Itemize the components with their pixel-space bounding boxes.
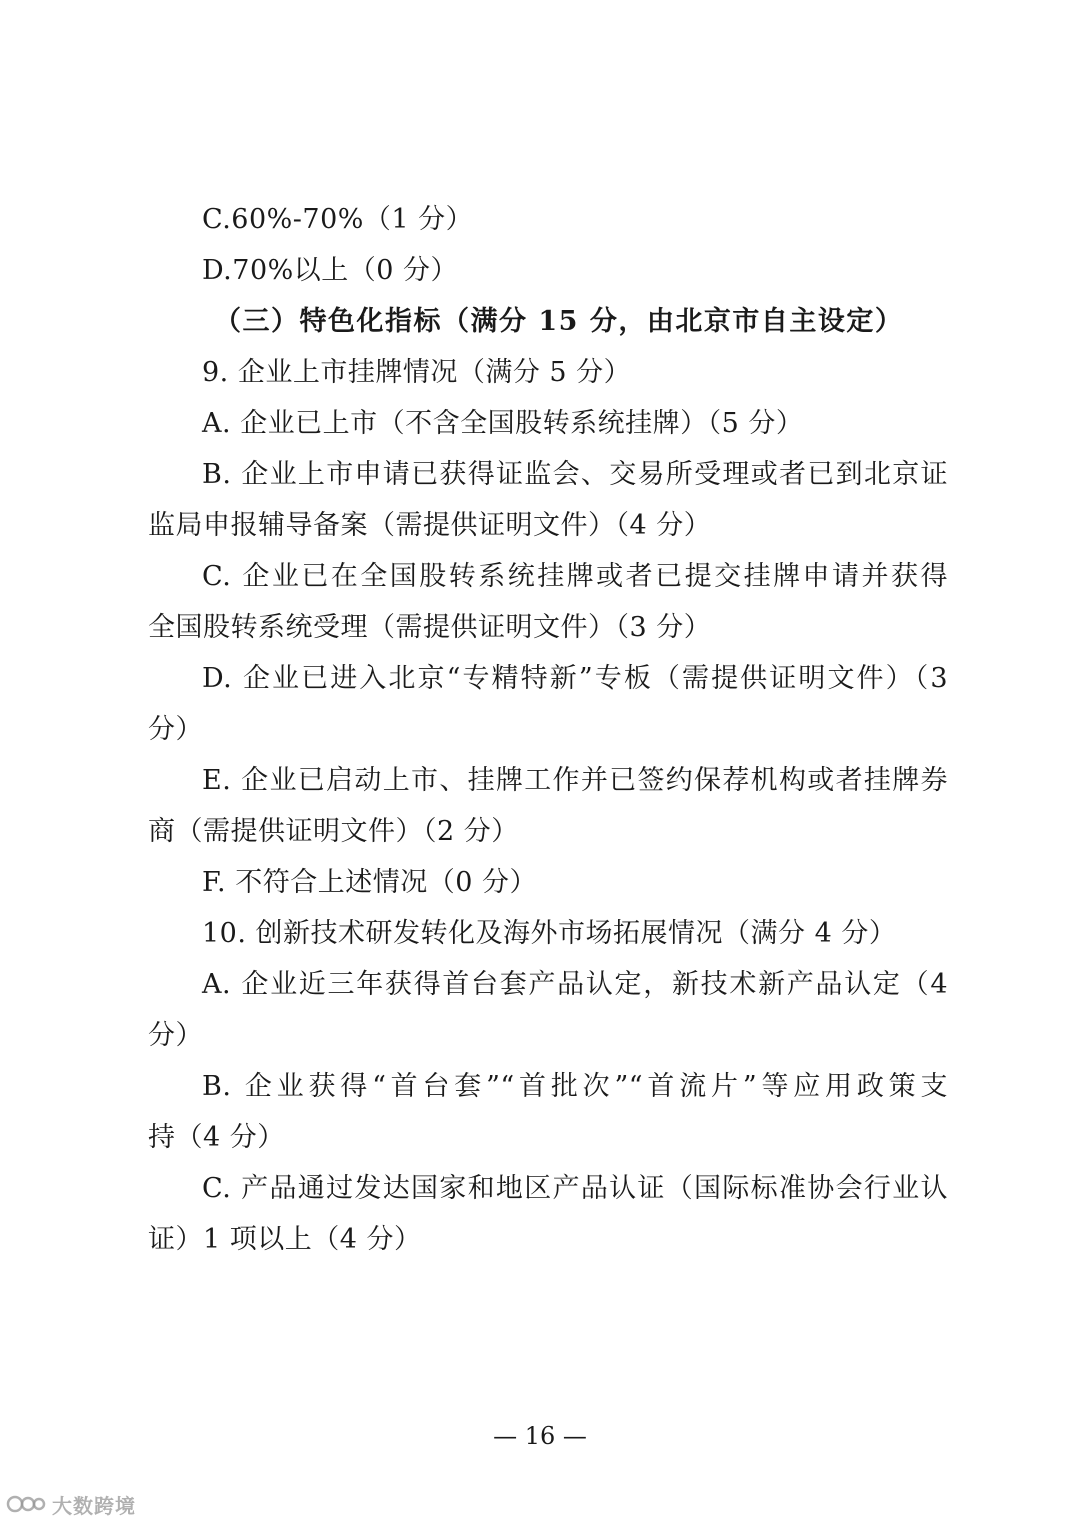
section-heading: （三）特色化指标（满分 15 分，由北京市自主设定） (214, 306, 904, 337)
item-9-option-c-line-1: C. 企业已在全国股转系统挂牌或者已提交挂牌申请并获得 (202, 561, 948, 592)
option-c-score: C.60%-70%（1 分） (202, 204, 474, 235)
item-10-option-b-line-1: B. 企业获得“首台套”“首批次”“首流片”等应用政策支 (202, 1071, 948, 1102)
item-9-option-c-line-2: 全国股转系统受理（需提供证明文件）（3 分） (148, 612, 712, 643)
item-9-option-d-line-1: D. 企业已进入北京“专精特新”专板（需提供证明文件）（3 (202, 663, 948, 694)
item-10-title: 10. 创新技术研发转化及海外市场拓展情况（满分 4 分） (202, 918, 897, 949)
item-9-option-e-line-1: E. 企业已启动上市、挂牌工作并已签约保荐机构或者挂牌券 (202, 765, 948, 796)
item-10-option-c-line-2: 证）1 项以上（4 分） (148, 1224, 422, 1255)
item-10-option-a-line-1: A. 企业近三年获得首台套产品认定，新技术新产品认定（4 (202, 969, 948, 1000)
item-10-option-b-line-2: 持（4 分） (148, 1122, 285, 1153)
item-9-option-b-line-2: 监局申报辅导备案（需提供证明文件）（4 分） (148, 510, 712, 541)
page-number: — 16 — (493, 1422, 587, 1450)
watermark (6, 1488, 136, 1520)
document-body (148, 194, 948, 1265)
item-9-option-e-line-2: 商（需提供证明文件）（2 分） (148, 816, 519, 847)
item-9-option-b-line-1: B. 企业上市申请已获得证监会、交易所受理或者已到北京证 (202, 459, 948, 490)
item-10-option-a-line-2: 分） (148, 1020, 203, 1051)
option-d-score: D.70%以上（0 分） (202, 255, 459, 286)
item-9-option-a: A. 企业已上市（不含全国股转系统挂牌）（5 分） (202, 408, 804, 439)
item-10-option-c-line-1: C. 产品通过发达国家和地区产品认证（国际标准协会行业认 (202, 1173, 948, 1204)
watermark-text: 大数跨境 (52, 1493, 136, 1518)
brand-logo-icon (6, 1492, 46, 1516)
item-9-option-d-line-2: 分） (148, 714, 203, 745)
item-9-title: 9. 企业上市挂牌情况（满分 5 分） (202, 357, 632, 388)
item-9-option-f: F. 不符合上述情况（0 分） (202, 867, 537, 898)
